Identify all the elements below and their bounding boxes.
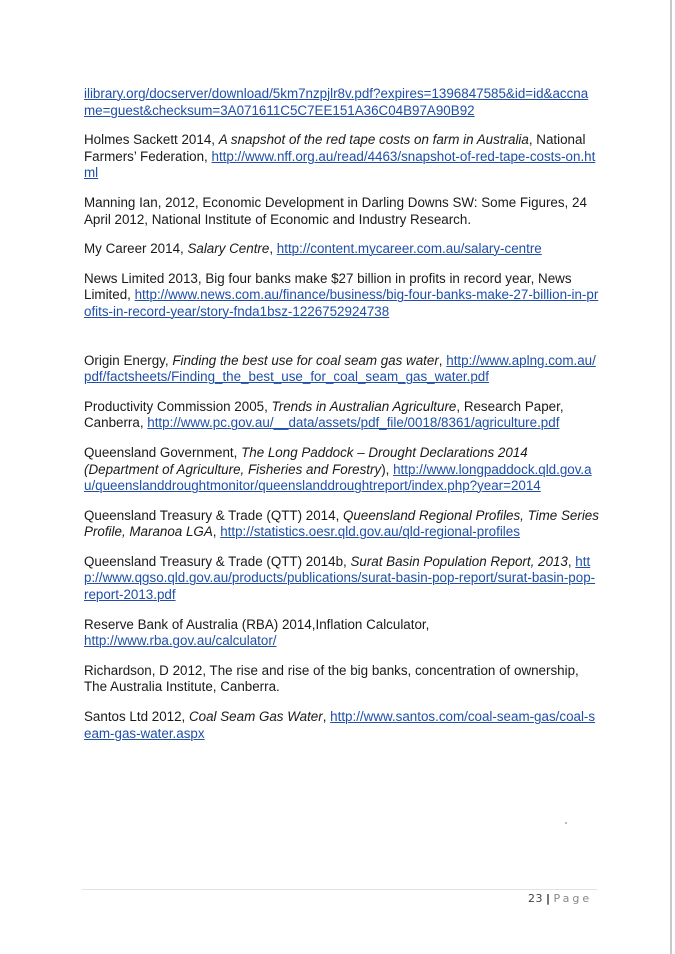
scan-speck	[565, 822, 567, 824]
reference-link[interactable]: http://www.news.com.au/finance/business/big-four-banks-make-27-billion-in-profits-in-record-year/story-fnda1bsz-1226752924738	[84, 287, 599, 319]
reference-item: Productivity Commission 2005, Trends in Australian Agriculture, Research Paper, Canberra, http://www.pc.gov.au/__data/assets/pdf_file/0018/8361/agriculture.pdf	[84, 398, 564, 431]
reference-item: My Career 2014, Salary Centre, http://content.mycareer.com.au/salary-centre	[84, 241, 542, 257]
reference-link[interactable]: http://content.mycareer.com.au/salary-centre	[276, 241, 542, 257]
reference-link[interactable]: http://www.santos.com/coal-seam-gas/coal-seam-gas-water.aspx	[84, 709, 596, 741]
reference-list	[84, 86, 599, 755]
page-number: 23	[528, 892, 543, 905]
reference-item: Queensland Treasury & Trade (QTT) 2014b, Surat Basin Population Report, 2013, http://www.qgso.qld.gov.au/products/publications/surat-basin-pop-report/surat-basin-pop-report-2013.pdf	[84, 553, 596, 603]
reference-link[interactable]: http://www.qgso.qld.gov.au/products/publications/surat-basin-pop-report/surat-basin-pop-report-2013.pdf	[84, 553, 596, 603]
reference-item: News Limited 2013, Big four banks make $27 billion in profits in record year, News Limited, http://www.news.com.au/finance/business/big-four-banks-make-27-billion-in-profits-in-record-year/story-fnda1bsz-1226752924738	[84, 270, 599, 319]
reference-link[interactable]: http://www.rba.gov.au/calculator/	[84, 633, 277, 649]
reference-link[interactable]: http://www.nff.org.au/read/4463/snapshot-of-red-tape-costs-on.html	[84, 148, 596, 181]
reference-item: Holmes Sackett 2014, A snapshot of the red tape costs on farm in Australia, National Farmers’ Federation, http://www.nff.org.au/read/4463/snapshot-of-red-tape-costs-on.html	[84, 132, 596, 181]
page-separator: |	[546, 892, 551, 905]
page-number-footer	[528, 892, 592, 905]
reference-link[interactable]: http://www.aplng.com.au/pdf/factsheets/Finding_the_best_use_for_coal_seam_gas_water.pdf	[84, 352, 596, 385]
reference-link[interactable]: ilibrary.org/docserver/download/5km7nzpjlr8v.pdf?expires=1396847585&id=id&accname=guest&checksum=3A071611C5C7EE151A36C04B97A90B92	[84, 86, 589, 118]
reference-item: Reserve Bank of Australia (RBA) 2014,Inflation Calculator, http://www.rba.gov.au/calculator/	[84, 616, 430, 649]
reference-item: Queensland Government, The Long Paddock – Drought Declarations 2014 (Department of Agriculture, Fisheries and Forestry), http://www.longpaddock.qld.gov.au/queenslanddroughtmonitor/queenslanddroughtreport/index.php?year=2014	[84, 444, 592, 494]
reference-item	[84, 86, 599, 119]
reference-item: Manning Ian, 2012, Economic Development in Darling Downs SW: Some Figures, 24 April 2012, National Institute of Economic and Industry Research.	[84, 194, 587, 227]
reference-item: Santos Ltd 2012, Coal Seam Gas Water, http://www.santos.com/coal-seam-gas/coal-seam-gas-water.aspx	[84, 709, 596, 741]
reference-link[interactable]: http://www.pc.gov.au/__data/assets/pdf_file/0018/8361/agriculture.pdf	[147, 415, 560, 431]
reference-item: Richardson, D 2012, The rise and rise of the big banks, concentration of ownership, The Australia Institute, Canberra.	[84, 662, 579, 695]
reference-item: Queensland Treasury & Trade (QTT) 2014, Queensland Regional Profiles, Time Series Profile, Maranoa LGA, http://statistics.oesr.qld.gov.au/qld-regional-profiles	[84, 507, 599, 540]
page-edge-shadow	[670, 0, 672, 954]
footer-divider	[82, 889, 597, 890]
page-label: Page	[553, 892, 593, 905]
reference-link[interactable]: http://statistics.oesr.qld.gov.au/qld-regional-profiles	[220, 524, 520, 540]
reference-link[interactable]: http://www.longpaddock.qld.gov.au/queenslanddroughtmonitor/queenslanddroughtreport/index.php?year=2014	[84, 461, 592, 494]
reference-item: Origin Energy, Finding the best use for coal seam gas water, http://www.aplng.com.au/pdf/factsheets/Finding_the_best_use_for_coal_seam_gas_water.pdf	[84, 352, 596, 385]
